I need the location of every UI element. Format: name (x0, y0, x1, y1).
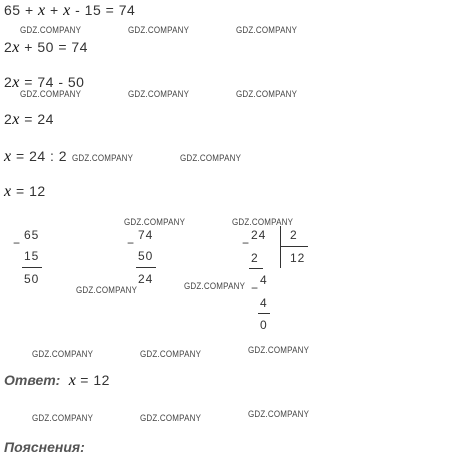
watermark: GDZ.COMPANY (140, 413, 202, 424)
watermark: GDZ.COMPANY (184, 281, 246, 292)
equation-line-1 (4, 2, 135, 20)
eq6-var-x: x (4, 183, 12, 200)
calc1-result: 50 (24, 272, 40, 286)
div-quotient: 12 (290, 251, 306, 265)
calc1-minuend: 65 (24, 228, 40, 242)
watermark: GDZ.COMPANY (236, 89, 298, 100)
div-divisor: 2 (290, 228, 298, 242)
eq2-var-x: x (12, 39, 20, 56)
div-vertical-bar (280, 226, 281, 268)
calc2-result-line (136, 267, 156, 268)
answer-line (4, 372, 110, 390)
calc1-result-line (22, 267, 42, 268)
watermark: GDZ.COMPANY (20, 25, 82, 36)
eq1-text-a: 65 + (4, 2, 39, 18)
calc2-result: 24 (138, 272, 154, 286)
equation-line-2 (4, 39, 88, 57)
div-remainder-1: 4 (260, 273, 268, 287)
equation-line-5 (4, 148, 67, 166)
answer-var-x: x (68, 372, 76, 389)
watermark: GDZ.COMPANY (76, 285, 138, 296)
eq2-text: + 50 = 74 (19, 39, 88, 55)
calc1-subtrahend: 15 (24, 249, 40, 263)
eq6-text: = 12 (11, 183, 46, 199)
watermark: GDZ.COMPANY (128, 25, 190, 36)
eq1-text-c: - 15 = 74 (70, 2, 136, 18)
div-line-1 (249, 268, 263, 269)
div-minus-sign-1: − (242, 236, 251, 250)
eq4-text: = 24 (19, 111, 54, 127)
eq3-coef: 2 (4, 74, 13, 90)
div-line-2 (258, 313, 270, 314)
calc2-minuend: 74 (138, 228, 154, 242)
div-subtract-2: 4 (260, 296, 268, 310)
watermark: GDZ.COMPANY (128, 89, 190, 100)
watermark: GDZ.COMPANY (32, 413, 94, 424)
answer-label: Ответ: (4, 372, 61, 388)
explanation-heading: Пояснения: (4, 439, 85, 455)
watermark: GDZ.COMPANY (180, 153, 242, 164)
eq3-var-x: x (12, 74, 20, 91)
watermark: GDZ.COMPANY (248, 345, 310, 356)
calc1-minus-sign: − (13, 236, 22, 250)
watermark: GDZ.COMPANY (236, 25, 298, 36)
div-minus-sign-2: − (251, 281, 260, 295)
eq4-var-x: x (12, 111, 20, 128)
div-dividend: 24 (251, 228, 267, 242)
watermark: GDZ.COMPANY (124, 217, 186, 228)
div-quotient-line (280, 246, 308, 247)
eq1-var-x2: x (63, 2, 71, 19)
eq5-var-x: x (4, 148, 12, 165)
calc2-minus-sign: − (127, 236, 136, 250)
watermark: GDZ.COMPANY (140, 349, 202, 360)
eq5-text: = 24 : 2 (11, 148, 68, 164)
eq1-var-x1: x (38, 2, 46, 19)
watermark: GDZ.COMPANY (20, 89, 82, 100)
calc2-subtrahend: 50 (138, 249, 154, 263)
equation-line-4 (4, 111, 54, 129)
answer-value: = 12 (75, 372, 110, 388)
watermark: GDZ.COMPANY (32, 349, 94, 360)
watermark: GDZ.COMPANY (232, 217, 294, 228)
eq2-coef: 2 (4, 39, 13, 55)
div-subtract-1: 2 (251, 251, 259, 265)
watermark: GDZ.COMPANY (72, 153, 134, 164)
eq1-text-b: + (45, 2, 64, 18)
watermark: GDZ.COMPANY (248, 409, 310, 420)
eq3-text: = 74 - 50 (19, 74, 85, 90)
div-remainder-2: 0 (260, 318, 268, 332)
eq4-coef: 2 (4, 111, 13, 127)
equation-line-6 (4, 183, 46, 201)
